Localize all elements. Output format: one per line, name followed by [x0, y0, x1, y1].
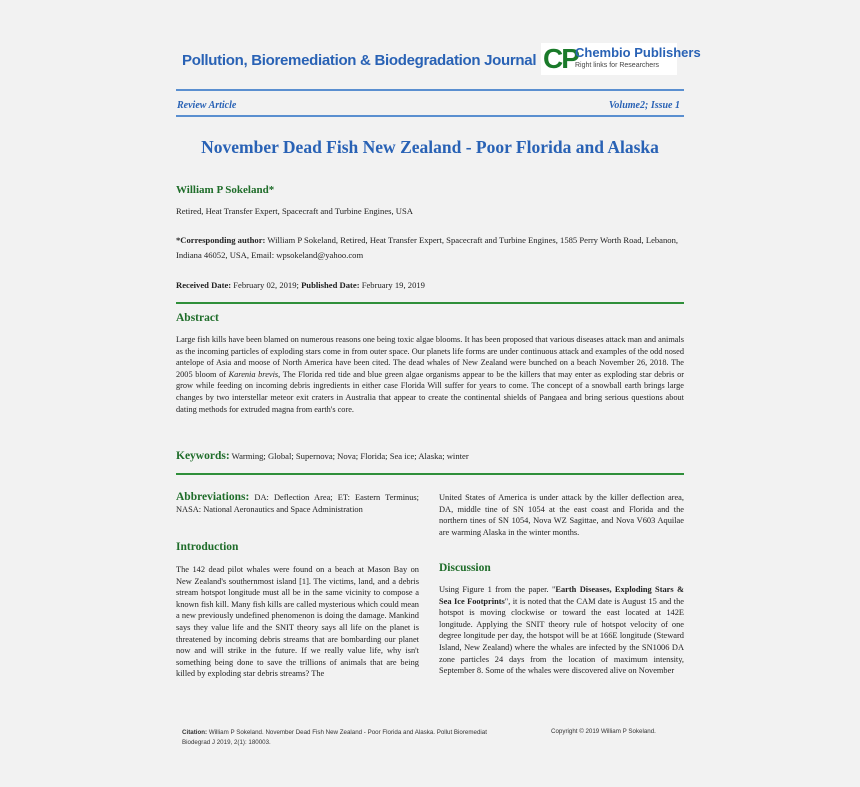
abstract-text: Large fish kills have been blamed on numerous reasons one being toxic algae blooms. It has been proposed that various diseases attack man and animals as the incoming particles of exploding stars come in from outer space. Our planets life forms are under continuous attack and examples of the odd nosed antelope of Asia and moose of North America have been cited. The dead whales of New Zealand were bunched on a beach November 26, 2018. The 2005 bloom of Karenia brevis, The Florida red tide and blue green algae organisms appear to be the killers that may enter as exploding star debris or grow while feeding on incoming debris ingredients in either case Florida Will suffer for years to come. The concept of a snowball earth brings large changes by two interstellar meteor exit craters in Australia that appear to create the continental shields of Pangaea and bring serious questions about dating methods for extruded magna from earth's core. — [176, 335, 684, 414]
received-date: February 02, 2019; — [231, 280, 302, 290]
article-dates — [176, 278, 684, 293]
corresponding-author — [176, 233, 684, 263]
journal-title: Pollution, Bioremediation & Biodegradation Journal — [182, 52, 537, 69]
received-label: Received Date: — [176, 280, 232, 290]
header-divider — [176, 89, 684, 91]
citation-text: William P Sokeland. November Dead Fish New Zealand - Poor Florida and Alaska. Pollut Bioremediat Biodegrad J 2019, 2(1): 180003. — [182, 729, 487, 746]
introduction-text: The 142 dead pilot whales were found on a beach at Mason Bay on New Zealand's southernmost island [1]. The victims, land, and a debris stream hotspot longitude must all be in the same vicinity to compose a known fish kill. Many fish kills are called mysterious which could mean a new previously undefined phenomenon is doing the damage. Mankind says they value life and the SNIT theory says all life on the planet is threatened by incoming debris streams that are bombarding our planet now and will strike in the future. If we really value life, why isn't something being done to save the trillions of animals that are being killed by exploding star debris streams? The — [176, 565, 419, 679]
volume-issue: Volume2; Issue 1 — [608, 100, 680, 111]
publisher-logo — [541, 43, 701, 75]
article-title: November Dead Fish New Zealand - Poor Florida and Alaska — [201, 137, 659, 157]
copyright: Copyright © 2019 William P Sokeland. — [551, 728, 656, 735]
keywords-heading: Keywords: — [176, 450, 230, 462]
author-affiliation: Retired, Heat Transfer Expert, Spacecraft and Turbine Engines, USA — [176, 206, 413, 216]
abbreviations — [176, 492, 419, 515]
logo-mark: CP — [543, 43, 578, 74]
introduction-heading: Introduction — [176, 541, 239, 553]
published-label: Published Date: — [301, 280, 360, 290]
right-column-continuation: United States of America is under attack by the killer deflection area, DA, middle tine of SN 1054 at the east coast and Florida and the northern tines of SN 1054, Nova WZ Sagittae, and Nova V603 Aquilae are warming Alaska in the winter months. — [439, 493, 684, 537]
author-name: William P Sokeland* — [176, 184, 275, 196]
abstract-divider-top — [176, 302, 684, 304]
discussion-heading: Discussion — [439, 562, 491, 574]
article-type: Review Article — [177, 100, 237, 111]
title-divider — [176, 115, 684, 117]
abbreviations-heading: Abbreviations: — [176, 491, 250, 503]
citation-label: Citation: — [182, 729, 208, 736]
corresponding-text: William P Sokeland, Retired, Heat Transfer Expert, Spacecraft and Turbine Engines, 1585 Perry Worth Road, Lebanon, Indiana 46052, USA, Email: wpsokeland@yahoo.com — [176, 235, 679, 260]
keywords — [176, 450, 684, 462]
publisher-name: Chembio Publishers — [575, 45, 701, 60]
keywords-text: Warming; Global; Supernova; Nova; Florida; Sea ice; Alaska; winter — [229, 451, 469, 461]
species-name: Karenia brevis — [228, 369, 279, 379]
citation — [182, 728, 492, 748]
corresponding-label: *Corresponding author: — [176, 235, 266, 245]
abbreviations-text: DA: Deflection Area; ET: Eastern Terminus; NASA: National Aeronautics and Space Administration — [176, 493, 419, 514]
discussion-text: Using Figure 1 from the paper. "Earth Diseases, Exploding Stars & Sea Ice Footprints", it is noted that the CAM date is August 15 and the hotspot is moving clockwise or toward the east located at 142E longitude. Applying the SNIT theory rule of hotspot velocity of one degree longitude per day, the hotspot will be at 166E longitude (Steward Island, New Zealand) where the whales are infected by the SN1006 DA zone particles 24 days from the location of maximum intensity, September 8. Some of the whales were discovered alive on November — [439, 585, 684, 676]
abstract-heading: Abstract — [176, 312, 219, 324]
publisher-tagline: Right links for Researchers — [575, 62, 660, 69]
paper-reference: Earth Diseases, Exploding Stars & Sea Ice Footprints — [439, 585, 684, 606]
keywords-divider — [176, 473, 684, 475]
published-date: February 19, 2019 — [359, 280, 425, 290]
